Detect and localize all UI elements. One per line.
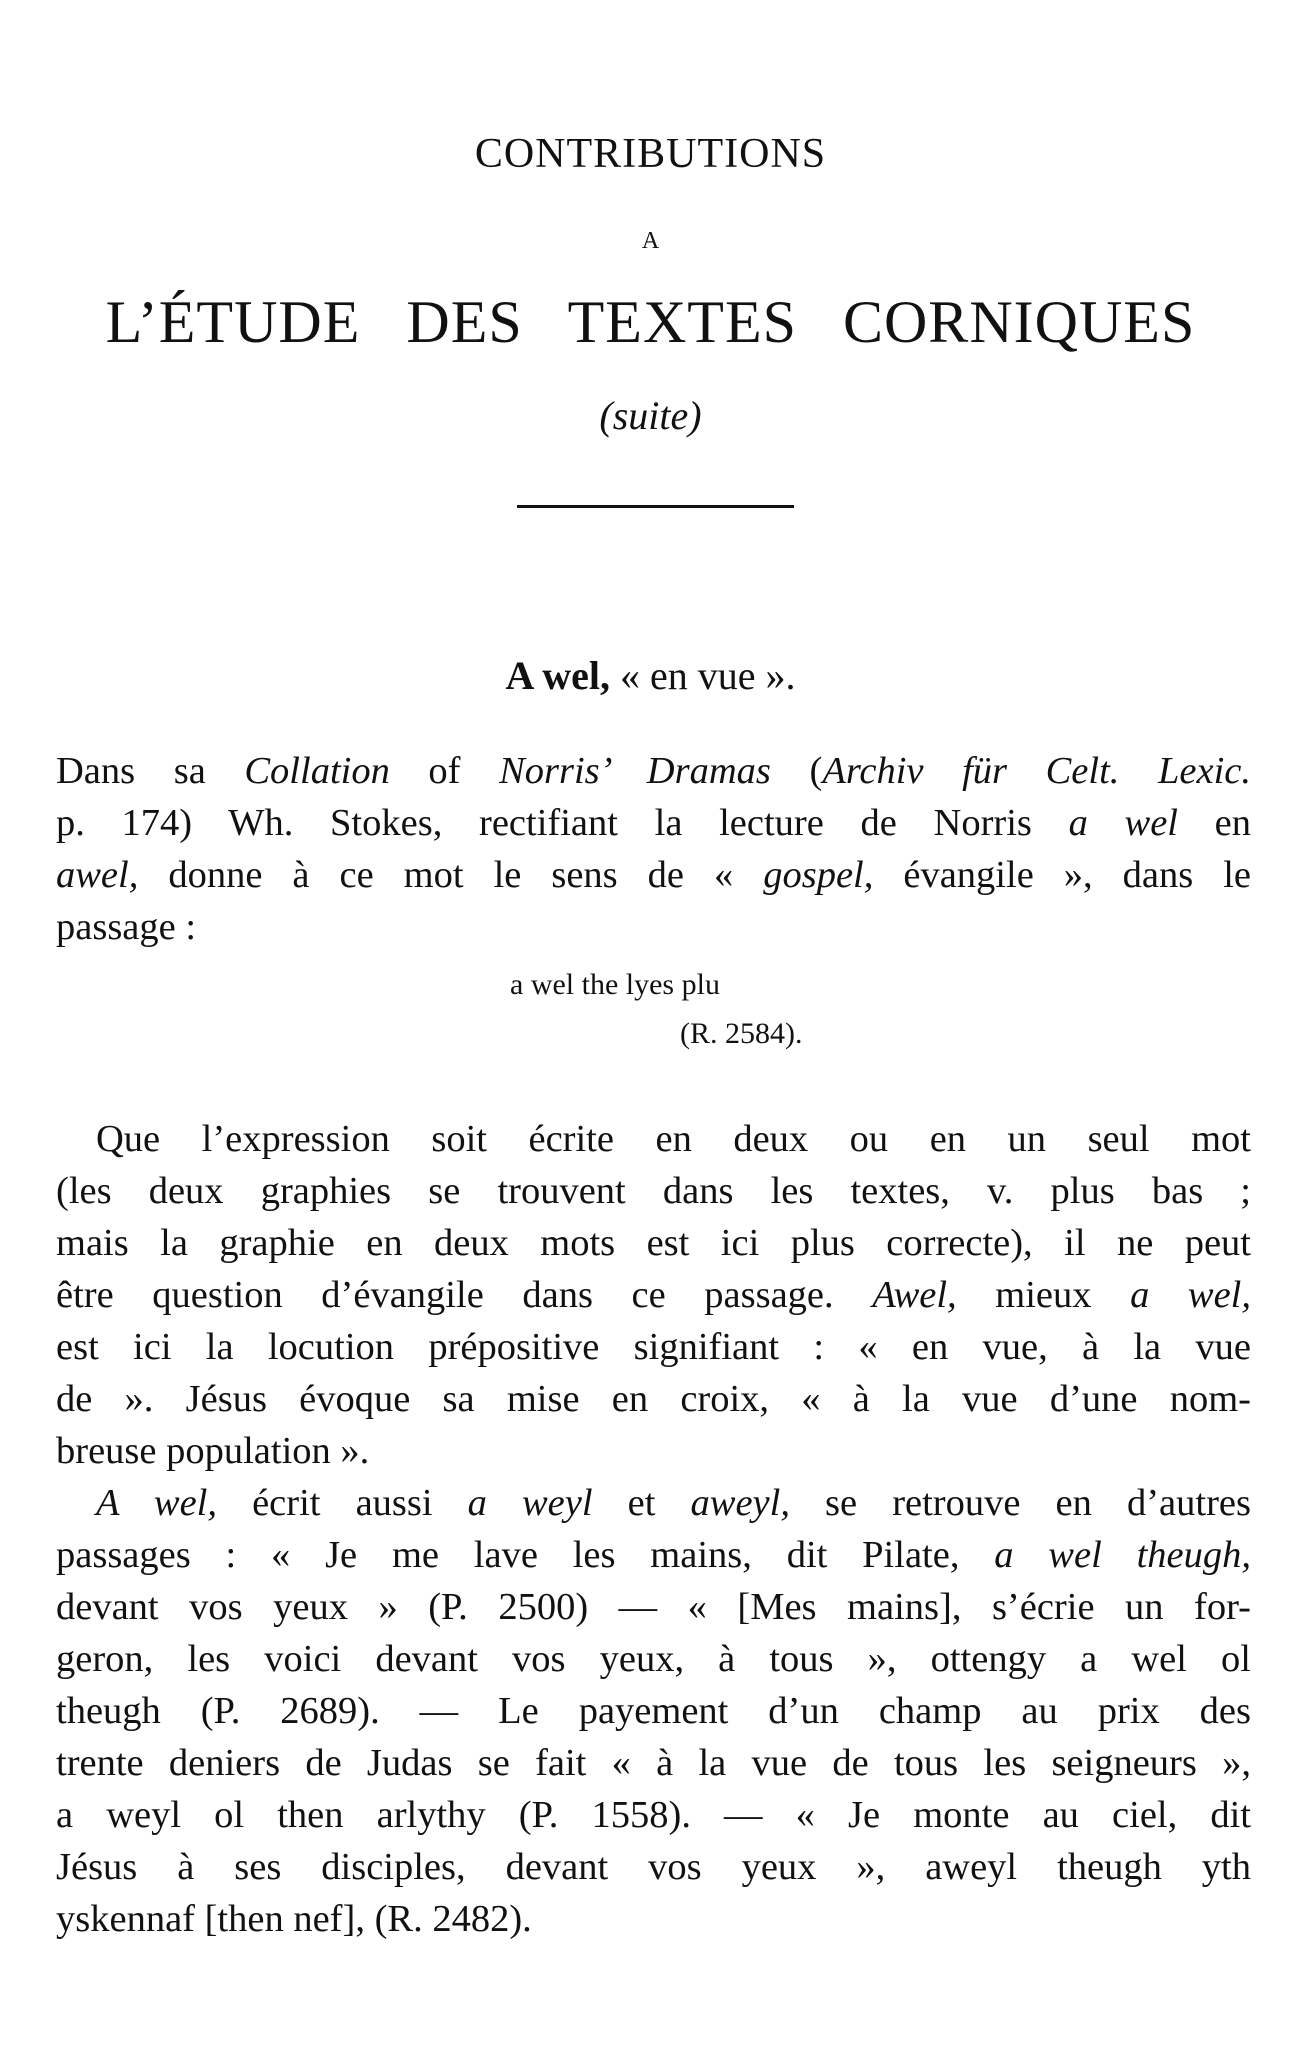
title-rule [517,505,794,508]
text-line: passage : [56,906,197,948]
italic-text: a wel, [1130,1274,1251,1316]
article-subtitle: (suite) [599,393,702,438]
text-line: Jésus à ses disciples, devant vos yeux », aweyl theugh yth [56,1846,1251,1888]
italic-text: aweyl, [690,1482,790,1524]
series-title-connector: A [641,228,660,254]
text-line: awel, donne à ce mot le sens de « gospel, évangile », dans le [56,854,1252,896]
paragraph-2 [56,1113,1251,1477]
text-line: theugh (P. 2689). — Le payement d’un champ au prix des [56,1690,1251,1732]
italic-text: a wel [1068,802,1178,844]
text-line: de ». Jésus évoque sa mise en croix, « à la vue d’une nom- [56,1378,1251,1420]
text-line: être question d’évangile dans ce passage. Awel, mieux a wel, [56,1274,1251,1316]
text-line: a weyl ol then arlythy (P. 1558). — « Je monte au ciel, dit [56,1794,1251,1836]
italic-text: Archiv für Celt. Lexic. [822,750,1251,792]
text-line: mais la graphie en deux mots est ici plus correcte), il ne peut [56,1222,1251,1264]
series-title: CONTRIBUTIONS [474,131,827,177]
text-line: breuse population ». [56,1430,370,1472]
text-line: (les deux graphies se trouvent dans les textes, v. plus bas ; [56,1170,1251,1212]
text-line: trente deniers de Judas se fait « à la vue de tous les seigneurs », [56,1742,1251,1784]
italic-text: gospel, [763,854,874,896]
text-line: yskennaf [then nef], (R. 2482). [56,1898,532,1940]
italic-text: Norris’ Dramas [499,750,771,792]
verse-reference: (R. 2584). [680,1017,803,1050]
text-line: passages : « Je me lave les mains, dit Pilate, a wel theugh, [56,1534,1251,1576]
text-line: p. 174) Wh. Stokes, rectifiant la lecture de Norris a wel en [56,802,1252,844]
text-line: Dans sa Collation of Norris’ Dramas (Archiv für Celt. Lexic. [56,750,1251,792]
section-gloss: « en vue ». [609,653,796,698]
italic-text: a weyl [467,1482,593,1524]
paragraph-1 [56,745,1251,953]
text-line: Que l’expression soit écrite en deux ou en un seul mot [96,1118,1251,1160]
text-line: devant vos yeux » (P. 2500) — « [Mes mains], s’écrie un for- [56,1586,1251,1628]
section-heading [0,652,1301,699]
text-line: geron, les voici devant vos yeux, à tous », ottengy a wel ol [56,1638,1251,1680]
verse-quote: a wel the lyes plu [510,968,720,1001]
text-line: est ici la locution prépositive signifiant : « en vue, à la vue [56,1326,1251,1368]
text-line: A wel, écrit aussi a weyl et aweyl, se retrouve en d’autres [96,1482,1251,1524]
italic-text: awel, [56,854,139,896]
article-title: L’ÉTUDE DES TEXTES CORNIQUES [105,289,1196,355]
italic-text: Collation [244,750,390,792]
paragraph-3 [56,1477,1251,1945]
italic-text: a wel theugh, [994,1534,1251,1576]
section-headword: A wel, [505,653,610,698]
italic-text: Awel, [872,1274,957,1316]
italic-text: A wel, [96,1482,217,1524]
